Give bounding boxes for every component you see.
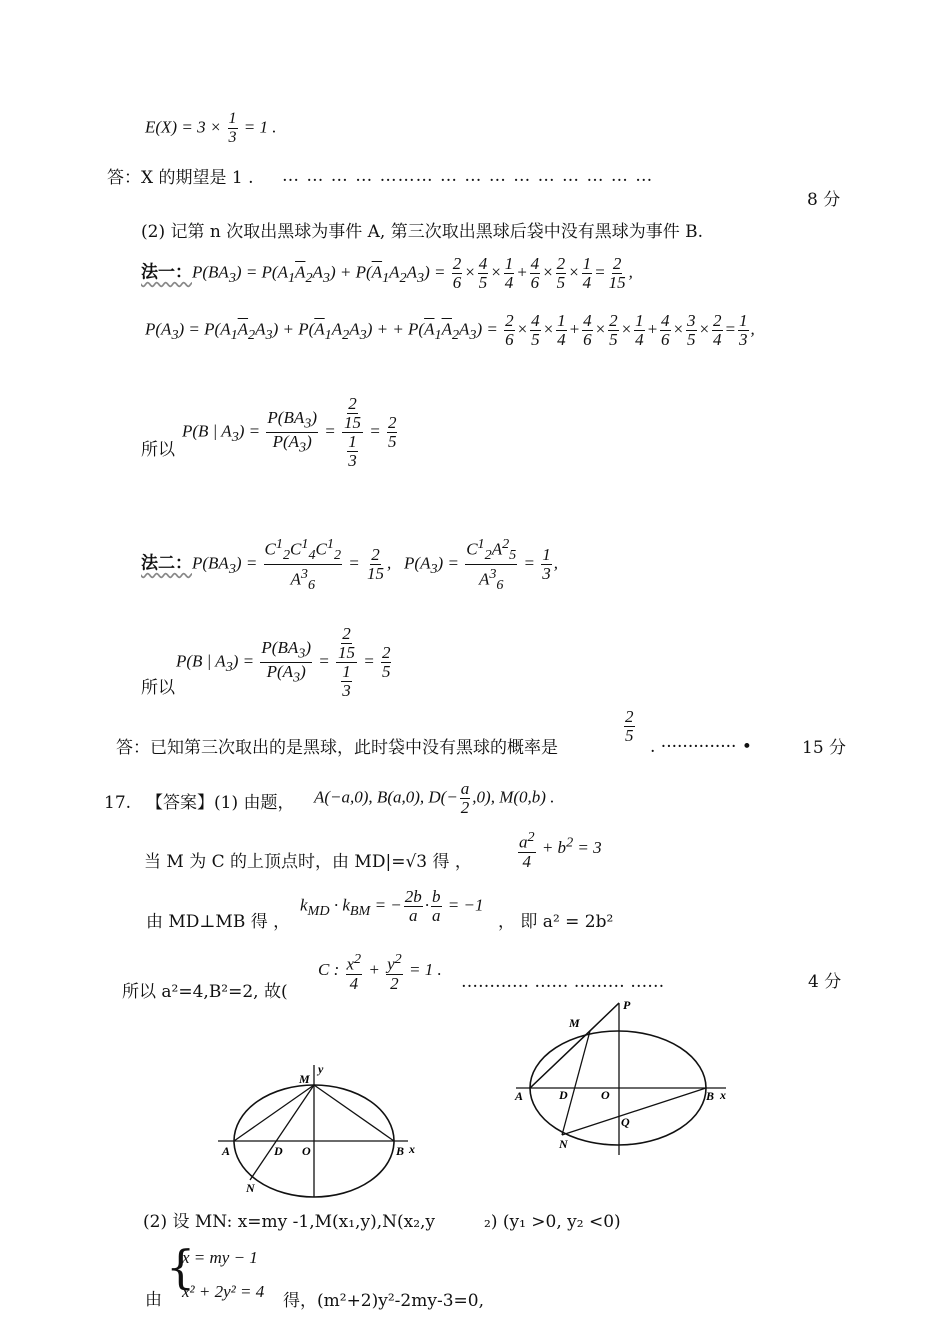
q17-line2: 当 M 为 C 的上顶点时，由 MD|=√3 得 ，: [144, 852, 472, 872]
part2-statement: (2) 记第 n 次取出黑球为事件 A, 第三次取出黑球后袋中没有黑球为事件 B.: [141, 222, 704, 242]
answer-1: 答：X 的期望是 1 .: [107, 168, 254, 188]
q17-number: 17.: [104, 793, 132, 813]
q17-line2-eq: $\frac{a^2}{4}$ + $b^2 = 3$: [519, 829, 602, 871]
q17-head: 【答案】(1) 由题，: [146, 793, 295, 813]
q17-ellipse-eq: C : $\frac{x^2}{4}$ + $\frac{y^2}{2}$ = 1 .: [318, 951, 442, 993]
dots-3: ………… …… ……… ……: [461, 972, 665, 992]
system-eq1: x = my − 1: [182, 1248, 258, 1267]
answer-2-value: $\frac{2}{5}$: [625, 707, 634, 745]
fig1-label-D: D: [274, 1144, 283, 1158]
suoyi-1: 所以: [141, 440, 175, 460]
fig1-label-y: y: [318, 1062, 324, 1076]
q17-line3: 由 MD⊥MB 得 ，: [146, 912, 291, 932]
q17-line5: 所以 a²=4,B²=2, 故(: [122, 982, 288, 1002]
q17-part2: (2) 设 MN: x=my -1,M(x₁,y),N(x₂,y: [143, 1212, 436, 1232]
method2-eq1: 法二：$P(BA_3)$ = $\frac{C^1_2C^1_4C^1_2}{A^3_6}$ = $\frac{2}{15}$ , $P(A_3)$ = $\frac{C^1_2A^2_5}{A^3_6}$ = $\frac{1}{3}$ ,: [141, 536, 558, 594]
method2-eq2: P(B | $A_3$) = $\frac{P(BA_3)}{P(A_3)}$ = $\frac{\frac{2}{15}}{\frac{1}{3}}$ = $\frac{2}{5}$: [176, 624, 391, 700]
method1-eq1: 法一：$P(BA_3) = P(A_1\overline{A}_2A_3) + P(\overline{A}_1A_2A_3)$ = $\frac{2}{6}$ × $\frac{4}{5}$ × $\frac{1}{4}$ + $\frac{4}{6}$ × $\frac{2}{5}$ × $\frac{1}{4}$ = $\frac{2}{15}$ ,: [141, 254, 633, 292]
dots-2: . ·············· •: [650, 737, 752, 757]
method1-eq2: $P(A_3) = P(A_1\overline{A}_2A_3) + P(\overline{A}_1A_2A_3)$ + + $P(\overline{A}_1\overline{A}_2A_3)$ = $\frac{2}{6}$ × $\frac{4}{5}$ × $\frac{1}{4}$ + $\frac{4}{6}$ × $\frac{2}{5}$ × $\frac{1}{4}$ + $\frac{4}{6}$ × $\frac{3}{5}$ × $\frac{2}{4}$ = $\frac{1}{3}$ ,: [145, 311, 755, 349]
suoyi-2: 所以: [141, 678, 175, 698]
you-label: 由: [145, 1290, 162, 1310]
fig1-label-O: O: [302, 1144, 311, 1158]
figure-2-ellipse: [512, 995, 737, 1160]
fig2-label-M: M: [569, 1016, 580, 1030]
answer-2: 答：已知第三次取出的是黑球，此时袋中没有黑球的概率是: [116, 738, 558, 758]
fig1-label-N: N: [246, 1181, 255, 1195]
q17-part2-tail: ₂) (y₁ >0, y₂ <0): [484, 1212, 621, 1232]
dots-1: … … … … ……… … … … … … … … … …: [282, 166, 654, 186]
score-2: 15 分: [802, 738, 847, 758]
fig2-label-O: O: [601, 1088, 610, 1102]
fig2-label-x: x: [720, 1088, 726, 1102]
expectation-formula: E(X) = 3 × $\frac{1}{3}$ = 1 .: [145, 110, 277, 146]
q17-line3-tail: ， 即 a² = 2b²: [498, 912, 614, 932]
fig2-label-P: P: [623, 998, 631, 1012]
fig1-label-B: B: [396, 1144, 405, 1158]
q17-line3-eq: $k_{MD} \cdot k_{BM}$ = − $\frac{2b}{a}$ · $\frac{b}{a}$ = −1: [300, 887, 484, 925]
derived-eq: 得，(m²+2)y²-2my-3=0,: [283, 1291, 484, 1311]
system-brace: {: [166, 1240, 196, 1294]
method1-label: 法一：: [141, 262, 192, 283]
score-3: 4 分: [808, 972, 842, 992]
system-eq2: x² + 2y² = 4: [182, 1282, 265, 1301]
fig2-label-D: D: [559, 1088, 568, 1102]
fig1-label-M: M: [299, 1072, 310, 1086]
score-1: 8 分: [807, 190, 841, 210]
fig2-label-A: A: [515, 1089, 524, 1103]
fig2-label-Q: Q: [621, 1115, 630, 1129]
q17-points: A(−a,0), B(a,0), D(− $\frac{a}{2}$ ,0), M(0,b) .: [314, 779, 555, 817]
fig1-label-x: x: [409, 1142, 415, 1156]
method1-eq3: P(B | $A_3$) = $\frac{P(BA_3)}{P(A_3)}$ = $\frac{\frac{2}{15}}{\frac{1}{3}}$ = $\frac{2}{5}$: [182, 394, 397, 470]
fig2-label-N: N: [559, 1137, 568, 1151]
fig2-label-B: B: [706, 1089, 715, 1103]
figure-1-ellipse: [210, 1055, 430, 1205]
method2-label: 法二：: [141, 553, 192, 574]
fig1-label-A: A: [222, 1144, 231, 1158]
